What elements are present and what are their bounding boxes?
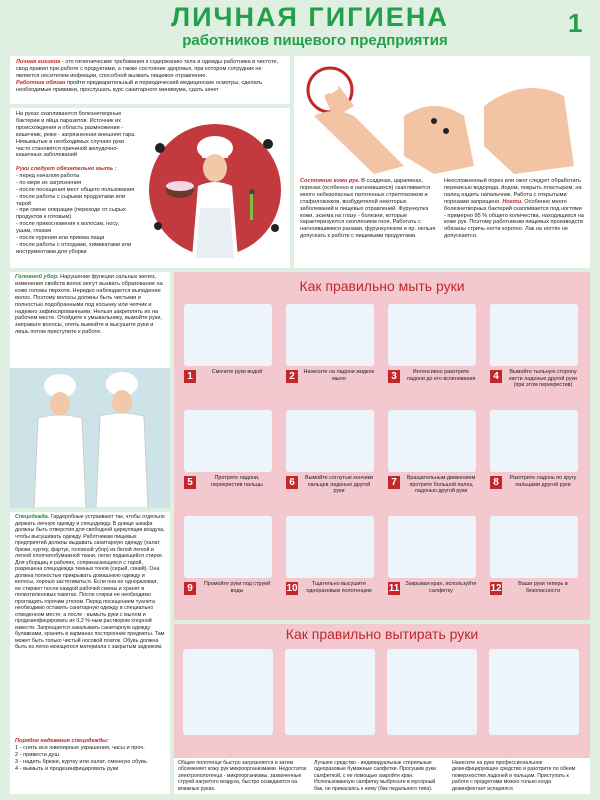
wound-text: Неосложненный порез или ожог следует обработать перекисью водорода, йодом, покрыть пластырем, на палец надеть напальчник. Работа с открытыми порезами запрещено. [444,178,582,205]
dry-caption-common-towel: Общее полотенце быстро загрязняется и затем обсеменяет кожу рук микроорганизмами. Недостаток электрополотенца - микроорганизмы, захваченные струей нагретого воздуха, быстро осаждаются на влажных руках. [178,760,307,792]
list-item: - после работы с отходами, химикатами или инструментами для уборки [16,241,132,255]
wash-step [384,406,480,504]
list-item: - перед началом работы [16,172,80,179]
list-item: 2 - привести душ [15,751,59,758]
uniform-order [15,738,165,773]
nails-body: Особенно много болезнетворных бактерий скапливается под ногтями - примерно 95 % общего количества, находящихся на коже рук. Поэтому работникам пищевых производств обязаны стричь ногти коротко. Лак на ногтях не допускается. [444,198,585,240]
wash-step-caption: Интенсивно разотрите ладони до его вспенивания [406,369,476,382]
wash-when-heading: Руки следует обязательно мыть : [16,166,117,172]
wash-section [174,272,590,620]
wash-step-illustration [388,304,476,366]
wash-step-number: 5 [184,476,196,489]
wash-step-illustration [388,410,476,472]
wash-step-number: 1 [184,370,196,383]
hat-panel [10,272,170,508]
skin-text [300,178,440,240]
wash-step-number: 4 [490,370,502,383]
wash-step-illustration [490,304,578,366]
wash-step-caption: Вымойте тыльную сторону кисти ладонью другой руки (при этом перекрестив) [509,369,577,388]
uniform-panel [10,512,170,794]
wash-step [384,300,480,398]
wash-step-illustration [490,410,578,472]
intro-label-hygiene: Личная гигиена [16,59,61,65]
wash-step [282,512,378,610]
wash-step [180,512,276,610]
hat-label: Головной убор. [15,274,59,280]
chef-illustration [140,108,290,268]
dry-towel-image [180,646,276,740]
uniform-body: Гардеробные устраивают так, чтобы отдельно держать личную одежду и спецодежду. В днище шкафа должны быть отверстия для свободной циркуляции воздуха, чтобы высушивать одежду. Работникам пищевых предприятий должны выдавать санитарную одежду (халат, брюки, куртку, фартук, головной убор) из белой легкой и легкой хлопчатобумажной ткани, легко подающейся стирке. Для уборщиц и рабочих, соприкасающихся с тарой, разрешена спецодежда темных тонов (серый, синий). Она должна полностью прикрывать домашнюю одежду и волосы, хорошо застегиваться. Если она не одноразовая, ее стирают после каждой рабочей смены и хранят в полиэтиленовых пакетах. После стирки ее необходимо прогладить горячим утюгом. Перед посещением туалета необходимо оставить санитарную одежду в специально отведенном месте; а после - вымыть руки с мылом и продезинфицировать их 0,2 %-ным раствором хлорной извести. Запрещается закалывать санитарную одежду булавками, хранить в карманах посторонние предметы. Там может быть только чистый носовой платок. Обувь должна быть из легко моющегося материала с закрытым задником. [15,514,165,650]
list-item: 1 - снять все ювелирные украшения, часы и проч. [15,744,145,751]
hat-body: Нарушение функции сальных желез, изменения свойств волос могут вызвать образование на коже головы перхоти. Нередко наблюдается выпадение волос. Поэтому волосы должны быть чистыми и полностью подобранными под косынку или чепчик и надежно зафиксированными. Нельзя закреплять их на рабочем месте. Отойдите к умывальнику, вымойте руки, заправьте волосы, опять вымойте и высушите руки и лишь потом приступите к работе. [15,274,163,336]
dry-section-title: Как правильно вытирать руки [285,626,479,642]
wash-step-number: 7 [388,476,400,489]
wash-step-illustration [286,516,374,578]
wash-step-number: 10 [286,583,298,594]
dry-napkin-image [384,646,480,740]
wash-step [282,406,378,504]
wash-step-caption: Промойте руки под струей воды [203,581,271,594]
wash-step-caption: Тщательно высушите одноразовым полотенцем [306,581,372,594]
wash-step [180,300,276,398]
wash-step-illustration [286,304,374,366]
wash-step-illustration [388,516,476,578]
skin-panel [294,56,590,268]
wash-step-caption: Разотрите ладонь по кругу пальцами другой руки [509,475,577,488]
dry-caption-sanitizer: Нанесите на руки профессиональное дезинфицирующее средство и разотрите по обеим поверхностям ладоней и пальцам. Приступать к работе с продуктами можно только когда дезинфектант испарился [452,760,576,792]
wash-step-illustration [490,516,578,578]
wash-step-caption: Закрывая кран, используйте салфетку [405,581,477,594]
list-item: - по мере их загрязнения [16,179,82,186]
bacteria-text: На руках скапливаются болезнетворные бактерии и яйца паразитов. Источник их происхождения и область размножения - кишечник, реже - загрязненная внешняя тара. Невымытые в необходимых случаях руки часто становятся причиной желудочно-кишечных заболеваний [16,111,136,159]
wash-when-block [16,166,136,256]
list-item: - после посещения мест общего пользования [16,186,135,193]
wash-step-illustration [286,410,374,472]
wash-step-number: 12 [490,583,502,594]
list-item: - после прикосновения к волосам, носу, ушам, глазам [16,221,119,235]
wash-step [180,406,276,504]
poster-subtitle: работников пищевого предприятия [182,32,448,49]
wash-step [282,300,378,398]
workers-illustration [10,368,170,508]
wash-step-number: 2 [286,370,298,383]
skin-label: Состояние кожи рук. [300,178,360,184]
wash-step-number: 11 [388,583,400,594]
wash-step [486,512,582,610]
poster-header [0,0,600,50]
wash-step-illustration [184,410,272,472]
uniform-label: Спецодежда. [15,514,50,520]
intro-panel [10,56,290,104]
page-number: 1 [568,8,583,38]
wash-step-number: 6 [286,476,298,489]
list-item: 4 - вымыть и продезинфицировать руки [15,765,119,772]
wash-step-illustration [184,516,272,578]
intro-text-hygiene: - это гигиенические требования к содержанию тела и одежды работника в чистоте, свод правил при работе с продуктами, а также состояние здоровья, при котором сотрудник не является носителем инфекции, способной вызвать пищевое отравление. [16,59,279,79]
hat-text [15,274,165,336]
wash-step-caption: Смочите руки водой [211,369,263,375]
wash-when-list [16,173,136,256]
dry-captions-panel [174,758,590,794]
list-item: - после курения или приема пищи [16,235,105,242]
uniform-order-heading: Порядок надевания спецодежды: [15,738,109,744]
wash-step [486,406,582,504]
wash-step [486,300,582,398]
poster-title: ЛИЧНАЯ ГИГИЕНА [171,2,449,32]
wash-step-number: 3 [388,370,400,383]
wash-step-number: 9 [184,582,196,595]
intro-text-obliged: пройти предварительный и периодический медицинские осмотры, сделать необходимые прививки, прослушать курс санитарного минимума, сдать зачет [16,79,263,93]
nails-text [444,178,584,240]
wash-step-caption: Протрите ладони, перекрестив пальцы [211,475,263,488]
intro-text [16,59,286,94]
list-item: - после работы с сырыми продуктами или тарой [16,193,126,207]
list-item: 3 - надеть брюки, куртку или халат, сменную обувь [15,758,147,765]
wash-step-caption: Вымойте согнутые кончики пальцев ладонью другой руки [305,475,373,494]
dry-caption-napkin: Лучшее средство - индивидуальные стерильные одноразовые бумажные салфетки. Просушив руки салфеткой, с ее помощью закройте кран. Использованную салфетку выбросьте в мусорный бак, не прикасаясь к нему (бак педального типа). [314,760,436,792]
hand-dryer-illustration [285,649,375,735]
skin-body: В ссадинах, царапинах, порезах (особенно в нагноившихся) скапливается много небезопасных патогенных стрептококков и стафилококков, возбудителей некоторых заболеваний и пищевых отравлений. Фурункулез кожи, экзема на глазу - болезни, которые характеризуются скоплением гноя. Работать с нагноившимися ранами, фурункулезом и пр. нельзя допускать к работе с пищевыми продуктами. [300,178,436,240]
nails-label: Ногти. [502,198,523,205]
napkin-illustration [387,649,477,735]
wash-step-caption: Вращательным движением протрите большой палец ладонью другой руки [406,475,476,494]
intro-label-obliged: Работник обязан [16,79,66,86]
wash-section-title: Как правильно мыть руки [299,278,465,294]
wash-step [384,512,480,610]
list-item: - при смене операции (переходе от сырых продуктов к готовым) [16,207,126,221]
wash-step-caption: Нанесите на ладони жидкое мыло [303,369,375,382]
wash-step-number: 8 [490,476,502,489]
wash-when-panel [10,108,290,268]
hands-illustration [294,56,590,174]
wash-step-illustration [184,304,272,366]
towel-illustration [183,649,273,735]
uniform-text [15,514,165,651]
sanitizer-illustration [489,649,579,735]
dry-sanitizer-image [486,646,582,740]
dry-blower-image [282,646,378,740]
wash-step-caption: Ваши руки теперь в безопасности [518,581,568,594]
